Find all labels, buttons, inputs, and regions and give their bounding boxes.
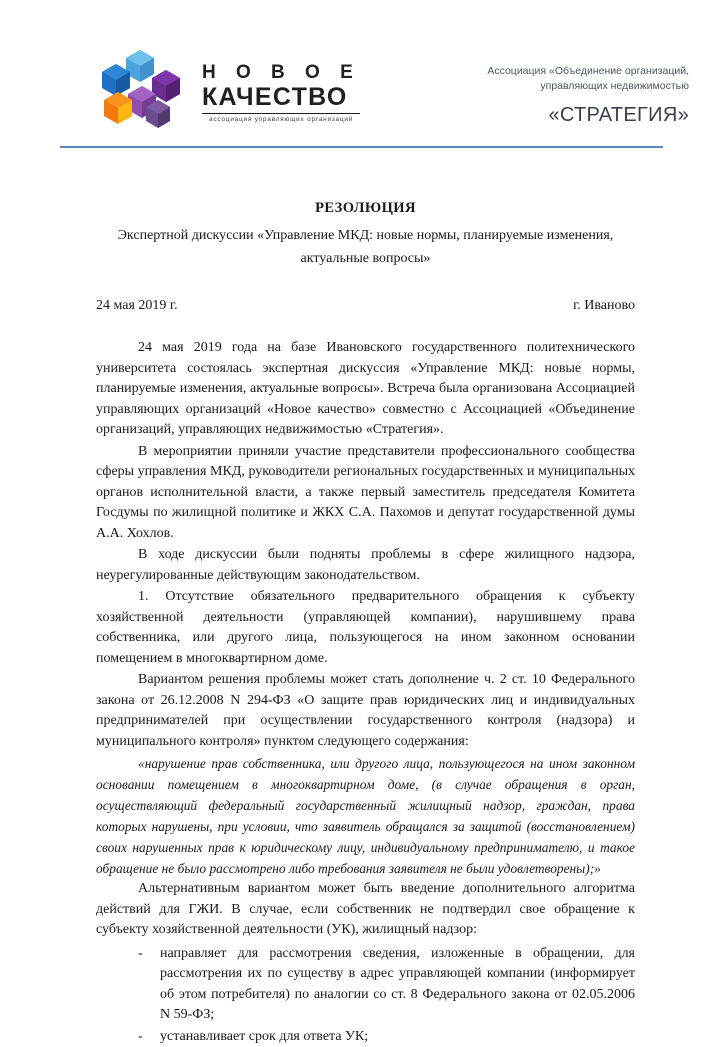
header-divider (60, 146, 663, 148)
logo-wordmark (202, 59, 360, 123)
list-item (138, 1027, 635, 1047)
list-marker: - (138, 1028, 143, 1044)
company-logo (96, 48, 360, 134)
list-item-text: направляет для рассмотрения сведения, изложенные в обращении, для рассмотрения их по существу в адрес управляющей компании (информирует об этом потребителя) по аналогии со ст. 8 Федерального закона от 02.05.2006 N 59-ФЗ; (160, 945, 635, 1023)
quoted-legal-text: «нарушение прав собственника, или другого лица, пользующегося на ином законном основании помещением в многоквартирном доме, (в случае обращения в орган, осуществляющий федеральный государственный жилищный надзор, граждан, права которых нарушены, при условии, что заявитель обращался за защитой (восстановлением) своих нарушенных прав к юридическому лицу, индивидуальному предпринимателю, и такое обращение не было рассмотрено либо требования заявителя не были удовлетворены);» (96, 756, 635, 876)
title-block (96, 200, 635, 270)
page-title: РЕЗОЛЮЦИЯ (315, 200, 416, 216)
partner-name-strategy: «СТРАТЕГИЯ» (548, 104, 689, 127)
paragraph: В ходе дискуссии были подняты проблемы в сфере жилищного надзора, неурегулированные действующим законодательством. (96, 547, 635, 583)
document-city: г. Иваново (573, 298, 635, 314)
paragraph: 1. Отсутствие обязательного предварительного обращения к субъекту хозяйственной деятельности (управляющей компании), нарушившему права собственника, или другого лица, пользующегося на ином законном основании помещением в многоквартирном доме. (96, 589, 635, 666)
list-item-text: устанавливает срок для ответа УК; (160, 1028, 369, 1044)
paragraph: Вариантом решения проблемы может стать дополнение ч. 2 ст. 10 Федерального закона от 26.12.2008 N 294-ФЗ «О защите прав юридических лиц и индивидуальных предпринимателей при осуществлении государственного контроля (надзора) и муниципального контроля» пунктом следующего содержания: (96, 672, 635, 749)
logo-line-kachestvo: КАЧЕСТВО (202, 82, 348, 111)
document-subtitle: Экспертной дискуссии «Управление МКД: новые нормы, планируемые изменения, актуальные вопросы» (117, 228, 614, 266)
partner-association-block (487, 48, 689, 127)
partner-line-1: Ассоциация «Объединение организаций, (487, 65, 689, 77)
document-date: 24 мая 2019 г. (96, 298, 178, 314)
list-item (138, 944, 635, 1026)
hexagon-cluster-logo-icon (96, 48, 192, 134)
logo-divider (202, 113, 360, 114)
partner-line-2: управляющих недвижимостью (540, 80, 689, 93)
list-marker: - (138, 945, 143, 961)
document-meta (96, 298, 635, 314)
paragraph-after-quote: Альтернативным вариантом может быть введение дополнительного алгоритма действий для ГЖИ. В случае, если собственник не подтвердил свое обращение к субъекту хозяйственной деятельности (УК), жилищный надзор: (96, 881, 635, 938)
logo-tagline: ассоциация управляющих организаций (209, 116, 354, 124)
document-body (0, 200, 723, 1047)
page-header (0, 0, 723, 148)
body-text (96, 338, 635, 1047)
logo-line-novoe: Н О В О Е (202, 61, 361, 83)
paragraph: В мероприятии приняли участие представители профессионального сообщества сферы управления МКД, руководители региональных государственных и муниципальных органов исполнительной власти, а также первый заместитель председателя Комитета Госдумы по жилищной политике и ЖКХ С.А. Пахомов и депутат государственной думы А.А. Хохлов. (96, 443, 635, 541)
measures-list (96, 944, 635, 1047)
paragraph: 24 мая 2019 года на базе Ивановского государственного политехнического университета состоялась экспертная дискуссия «Управление МКД: новые нормы, планируемые изменения, актуальные вопросы». Встреча была организована Ассоциацией управляющих организаций «Новое качество» совместно с Ассоциацией «Объединение организаций, управляющих недвижимостью «Стратегия». (96, 340, 635, 438)
